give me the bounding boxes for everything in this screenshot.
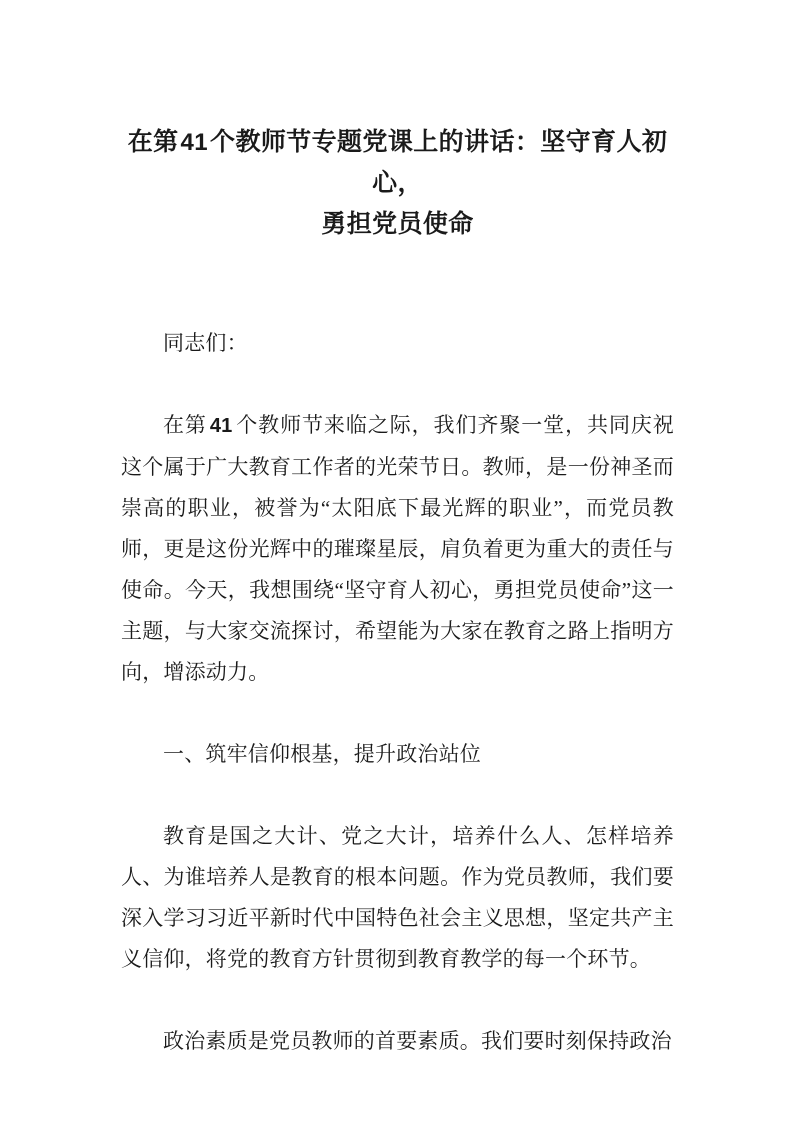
title-edition-number: 41 [180, 129, 209, 156]
paragraph-1-prefix: 在第 [163, 413, 207, 437]
salutation: 同志们： [163, 331, 248, 355]
paragraph-1-edition-number: 41 [209, 415, 233, 437]
section-heading-1: 一、筑牢信仰根基，提升政治站位 [163, 742, 481, 766]
document-title [121, 0, 674, 245]
document-content-column [121, 0, 674, 1062]
title-line1-prefix: 在第 [127, 129, 179, 156]
paragraph-1-body: 个教师节来临之际，我们齐聚一堂，共同庆祝这个属于广大教育工作者的光荣节日。教师，是一份神圣而崇高的职业，被誉为“太阳底下最光辉的职业”，而党员教师，更是这份光辉中的璀璨星辰，肩负着更为重大的责任与使命。今天，我想围绕“坚守育人初心，勇担党员使命”这一主题，与大家交流探讨，希望能为大家在教育之路上指明方向，增添动力。 [121, 413, 675, 684]
paragraph-1 [121, 364, 674, 693]
title-line1-suffix: 个教师节专题党课上的讲话：坚守育人初心， [210, 129, 668, 197]
title-line2: 勇担党员使命 [321, 211, 474, 238]
paragraph-3: 政治素质是党员教师的首要素质。我们要时刻保持政治 [163, 1029, 672, 1053]
paragraph-2: 教育是国之大计、党之大计，培养什么人、怎样培养人、为谁培养人是教育的根本问题。作为党员教师，我们要深入学习习近平新时代中国特色社会主义思想，坚定共产主义信仰，将党的教育方针贯彻到教育教学的每一个环节。 [121, 824, 674, 971]
